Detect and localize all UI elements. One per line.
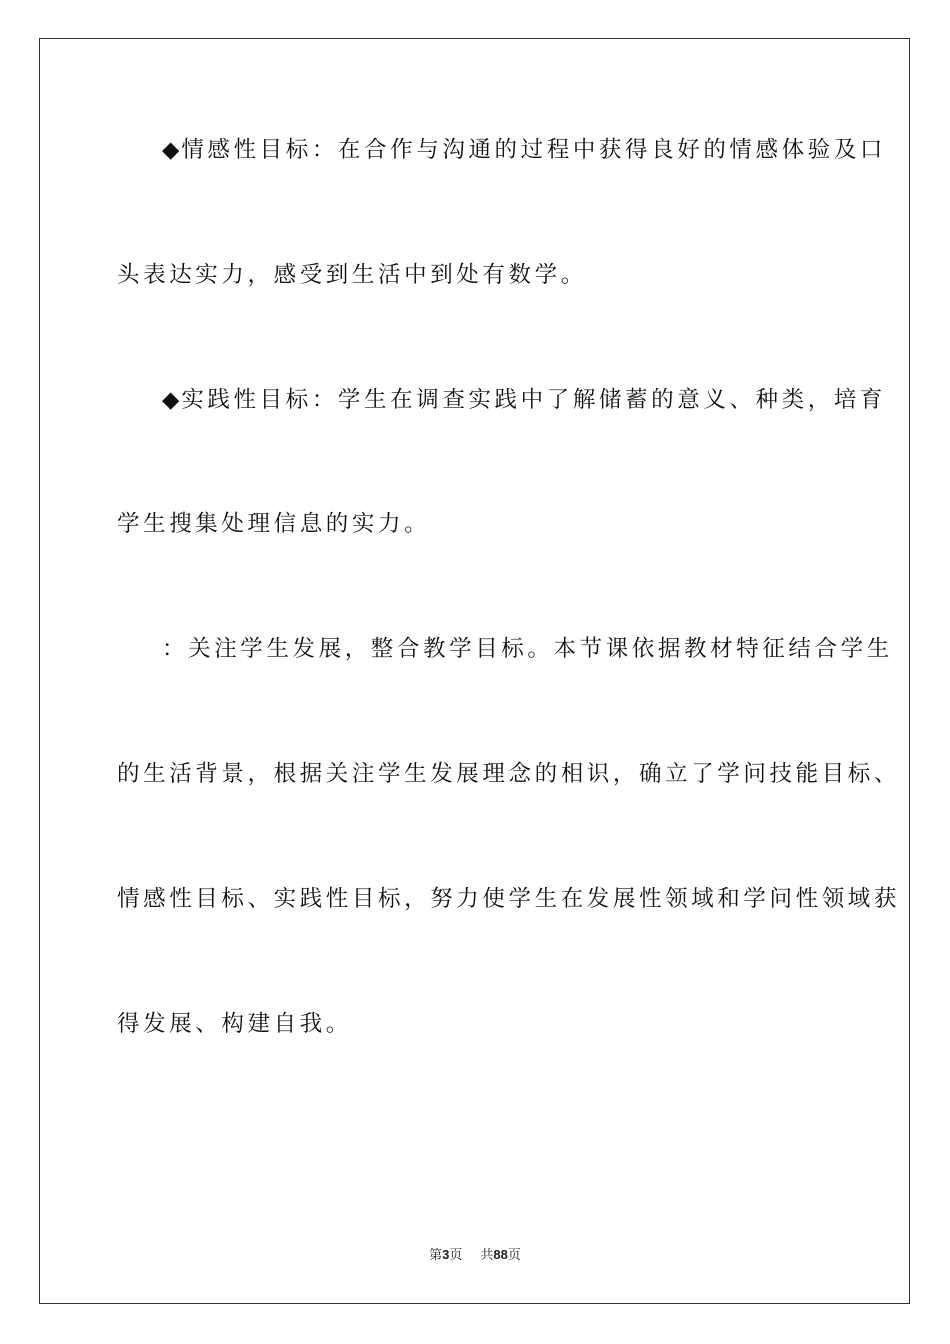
paragraph-3-line-1 bbox=[162, 634, 893, 664]
total-pages: 88 bbox=[493, 1247, 508, 1262]
diamond-bullet-icon: ◆ bbox=[162, 137, 180, 163]
paragraph-3-line-3 bbox=[117, 884, 901, 914]
paragraph-text: 学生搜集处理信息的实力。 bbox=[117, 511, 431, 537]
paragraph-text: 实践性目标：学生在调查实践中了解储蓄的意义、种类，培育 bbox=[181, 387, 887, 413]
total-suffix: 页 bbox=[507, 1248, 521, 1263]
paragraph-3-line-2 bbox=[117, 759, 901, 789]
paragraph-3-line-4 bbox=[117, 1009, 837, 1039]
page-prefix: 第 bbox=[429, 1248, 443, 1263]
paragraph-text: 得发展、构建自我。 bbox=[117, 1011, 352, 1037]
paragraph-1-line-2 bbox=[117, 260, 837, 290]
page-frame bbox=[39, 38, 910, 1304]
page-suffix: 页 bbox=[449, 1248, 463, 1263]
paragraph-2-line-2 bbox=[117, 509, 837, 539]
paragraph-text: 的生活背景，根据关注学生发展理念的相识，确立了学问技能目标、 bbox=[117, 761, 901, 787]
paragraph-text: 情感性目标、实践性目标，努力使学生在发展性领域和学问性领域获 bbox=[117, 886, 901, 912]
paragraph-text: ：关注学生发展，整合教学目标。本节课依据教材特征结合学生 bbox=[162, 636, 893, 662]
page-number: 3 bbox=[442, 1247, 450, 1262]
diamond-bullet-icon: ◆ bbox=[162, 387, 180, 413]
paragraph-1-line-1 bbox=[162, 135, 887, 165]
total-prefix: 共 bbox=[480, 1248, 494, 1263]
paragraph-text: 情感性目标：在合作与沟通的过程中获得良好的情感体验及口 bbox=[181, 137, 887, 163]
page-footer bbox=[0, 1246, 950, 1265]
paragraph-2-line-1 bbox=[162, 385, 887, 415]
paragraph-text: 头表达实力，感受到生活中到处有数学。 bbox=[117, 262, 587, 288]
